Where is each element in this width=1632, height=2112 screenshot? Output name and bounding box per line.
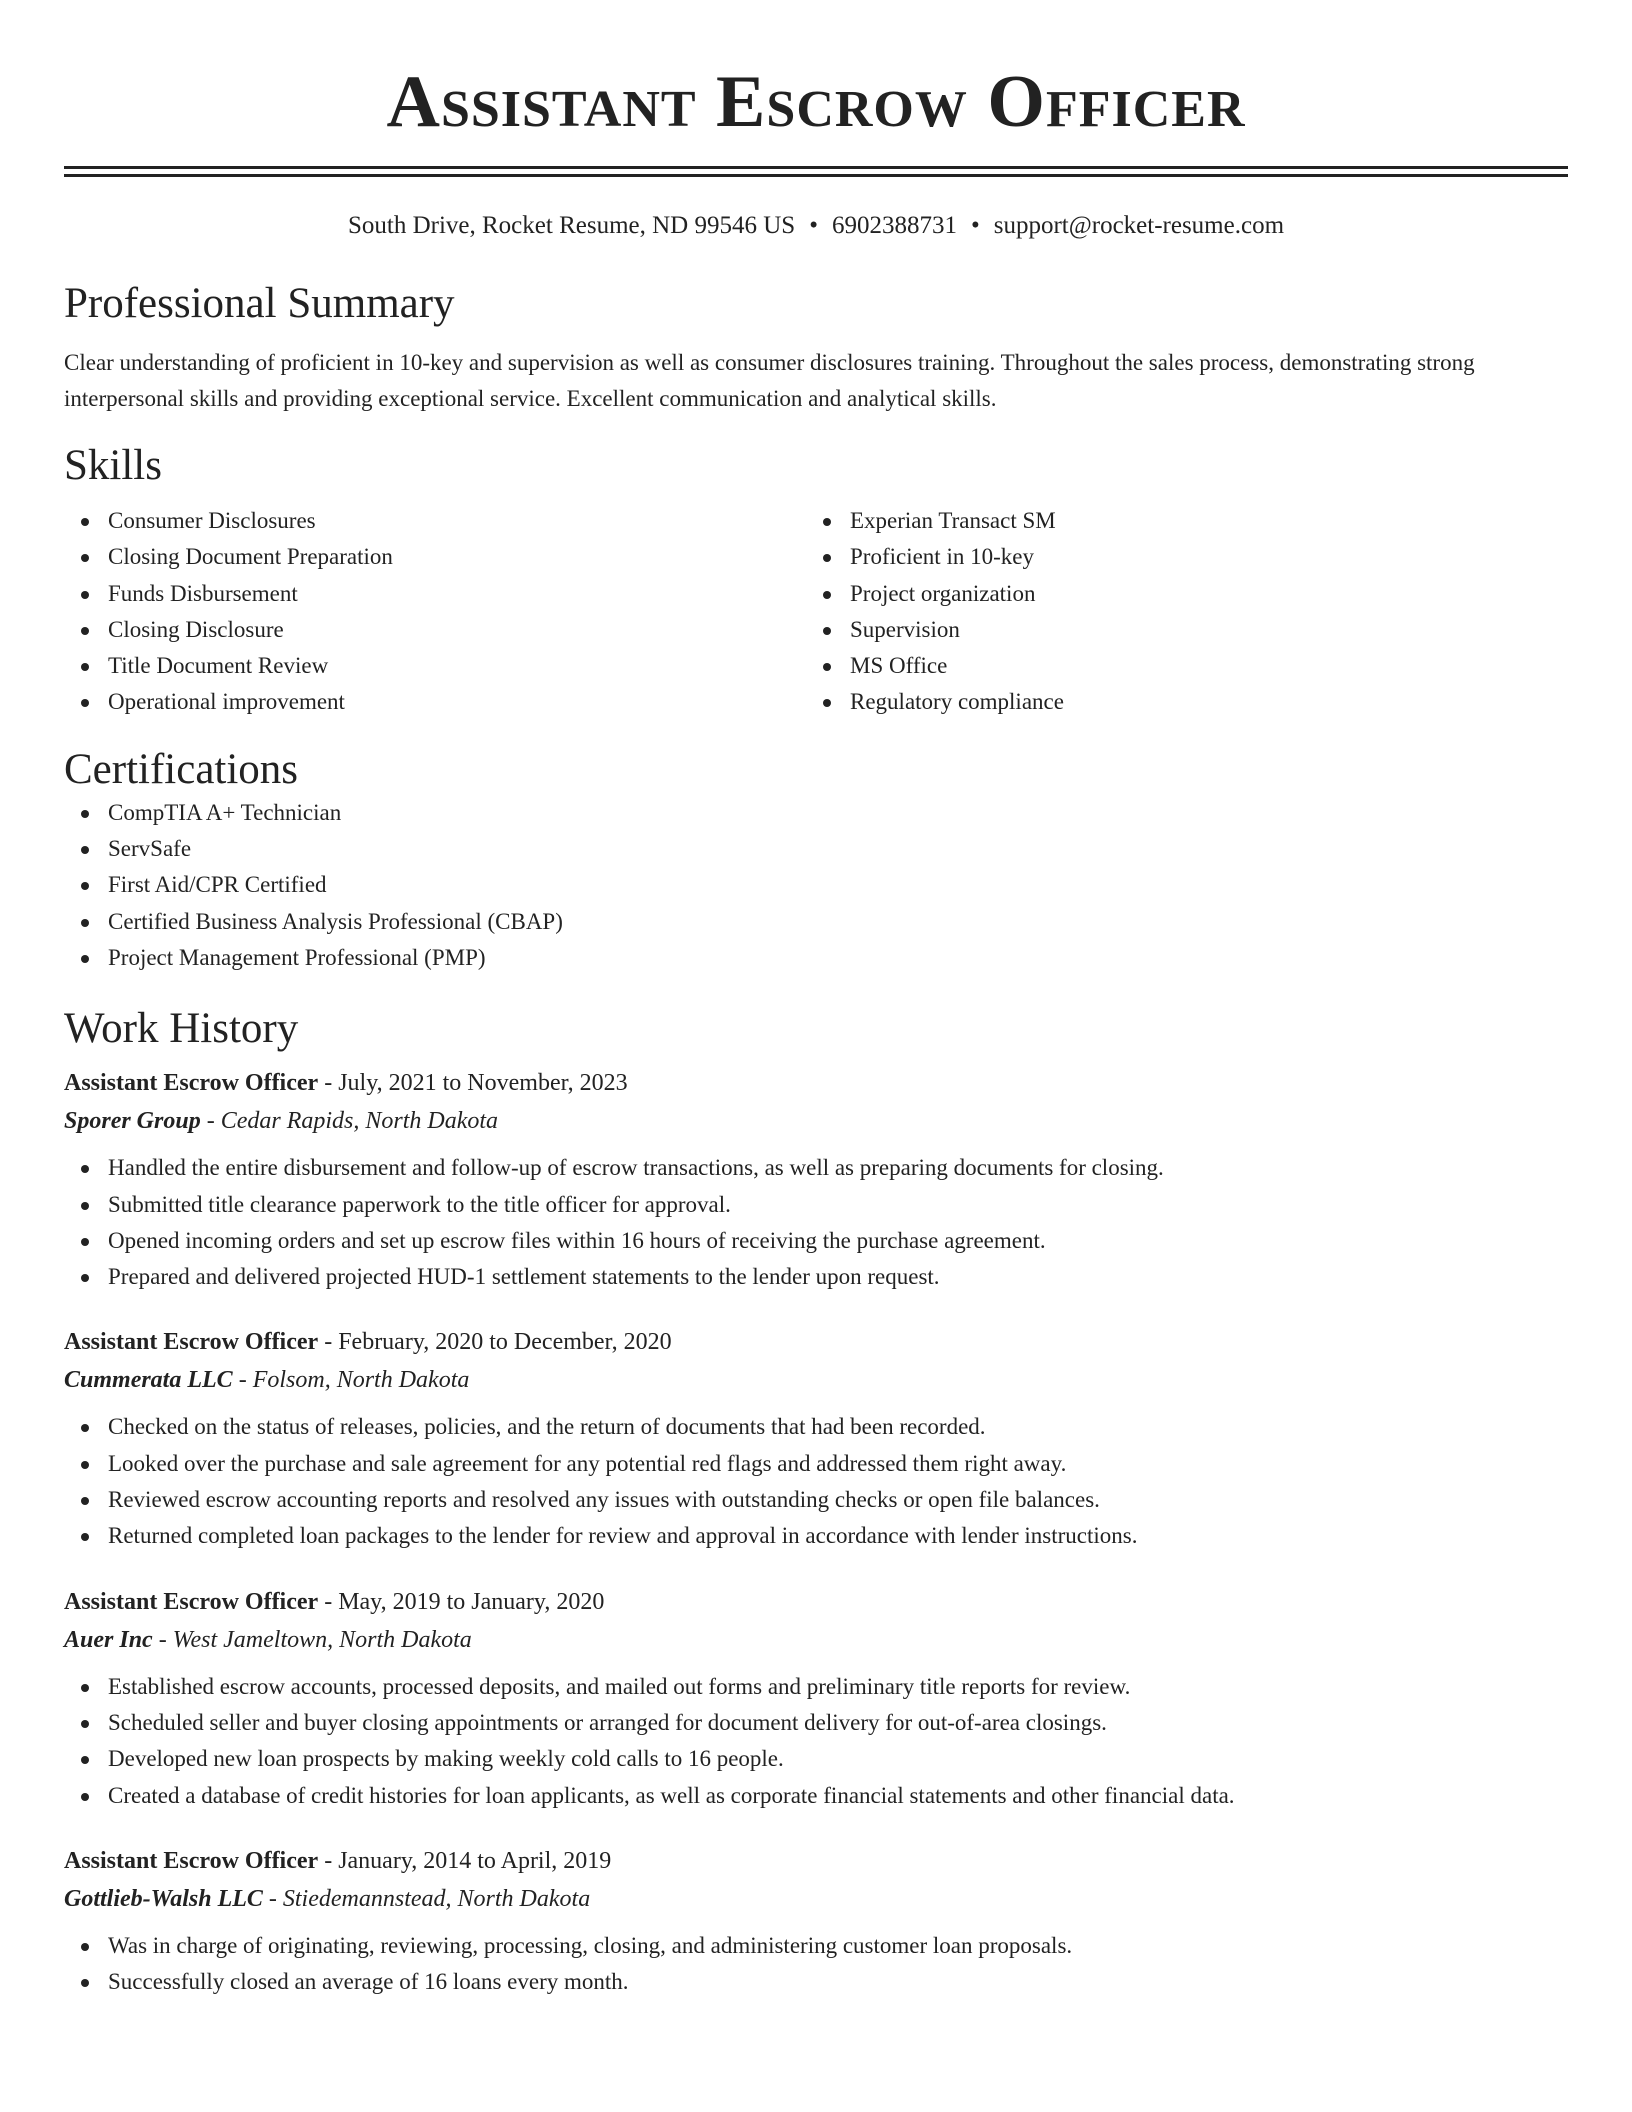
skills-list-right (806, 503, 1548, 721)
skills-grid (64, 503, 1568, 721)
job-company: Cummerata LLC (64, 1367, 233, 1394)
job-entry (64, 1583, 1568, 1814)
job-dash: - (318, 1847, 339, 1874)
skills-heading: Skills (64, 442, 162, 489)
skill-item: Consumer Disclosures (64, 503, 806, 539)
job-location: Folsom, North Dakota (252, 1367, 470, 1394)
skill-item: Supervision (806, 612, 1548, 648)
job-duty-item: Was in charge of originating, reviewing, processing, closing, and administering customer loan proposals. (64, 1928, 1568, 1964)
summary-heading: Professional Summary (64, 280, 455, 327)
job-duties-list (64, 1669, 1568, 1814)
certification-item: CompTIA A+ Technician (64, 795, 1568, 831)
skill-item: Proficient in 10-key (806, 539, 1548, 575)
skill-item: Operational improvement (64, 684, 806, 720)
certifications-list (64, 795, 1568, 976)
skill-item: Experian Transact SM (806, 503, 1548, 539)
contact-separator: • (809, 212, 818, 239)
certification-item: Project Management Professional (PMP) (64, 940, 1568, 976)
job-title: Assistant Escrow Officer (64, 1329, 319, 1356)
job-company: Gottlieb-Walsh LLC (64, 1885, 263, 1912)
skills-column-right (806, 503, 1548, 721)
job-title: Assistant Escrow Officer (64, 1588, 319, 1615)
job-duty-item: Reviewed escrow accounting reports and resolved any issues with outstanding checks or open file balances. (64, 1482, 1568, 1518)
job-company-line (64, 1621, 1568, 1659)
job-dates: February, 2020 to December, 2020 (338, 1329, 672, 1356)
job-dash: - (262, 1885, 283, 1912)
job-duty-item: Established escrow accounts, processed deposits, and mailed out forms and preliminary title reports for review. (64, 1669, 1568, 1705)
contact-email: support@rocket-resume.com (993, 212, 1285, 239)
job-duty-item: Checked on the status of releases, policies, and the return of documents that had been recorded. (64, 1409, 1568, 1445)
job-duty-item: Scheduled seller and buyer closing appointments or arranged for document delivery for out-of-area closings. (64, 1705, 1568, 1741)
title-divider (64, 166, 1568, 177)
job-company: Auer Inc (64, 1626, 153, 1653)
job-location: Stiedemannstead, North Dakota (282, 1885, 591, 1912)
job-duty-item: Created a database of credit histories for loan applicants, as well as corporate financial statements and other financial data. (64, 1778, 1568, 1814)
job-duty-item: Opened incoming orders and set up escrow files within 16 hours of receiving the purchase agreement. (64, 1223, 1568, 1259)
job-duty-item: Returned completed loan packages to the lender for review and approval in accordance with lender instructions. (64, 1518, 1568, 1554)
work-history-heading: Work History (64, 1005, 299, 1053)
job-dash: - (200, 1108, 221, 1135)
job-duties-list (64, 1409, 1568, 1554)
job-dash: - (318, 1070, 339, 1097)
job-entry (64, 1842, 1568, 2001)
job-company: Sporer Group (64, 1108, 201, 1135)
job-dash: - (318, 1329, 339, 1356)
job-duty-item: Looked over the purchase and sale agreement for any potential red flags and addressed them right away. (64, 1446, 1568, 1482)
skill-item: Project organization (806, 576, 1548, 612)
job-dates: January, 2014 to April, 2019 (338, 1847, 612, 1874)
contact-address: South Drive, Rocket Resume, ND 99546 US (347, 212, 796, 239)
job-title-line (64, 1064, 1568, 1102)
job-dash: - (232, 1367, 253, 1394)
job-dates: July, 2021 to November, 2023 (338, 1070, 628, 1097)
job-duty-item: Submitted title clearance paperwork to the title officer for approval. (64, 1187, 1568, 1223)
job-entry (64, 1064, 1568, 1295)
job-dash: - (152, 1626, 173, 1653)
contact-phone: 6902388731 (831, 212, 957, 239)
job-location: Cedar Rapids, North Dakota (220, 1108, 499, 1135)
skill-item: Regulatory compliance (806, 684, 1548, 720)
summary-text: Clear understanding of proficient in 10-key and supervision as well as consumer disclosures training. Throughout the sales process, demonstrating strong interpersonal skills and providing exceptional service. Excellent communication and analytical skills. (64, 350, 1475, 411)
certification-item: ServSafe (64, 831, 1568, 867)
skill-item: Closing Document Preparation (64, 539, 806, 575)
job-title-line (64, 1583, 1568, 1621)
skill-item: Funds Disbursement (64, 576, 806, 612)
job-company-line (64, 1880, 1568, 1918)
skill-item: MS Office (806, 648, 1548, 684)
contact-separator: • (970, 212, 980, 239)
skills-list-left (64, 503, 806, 721)
job-title-line (64, 1323, 1568, 1361)
contact-line (64, 211, 1568, 241)
job-title-line (64, 1842, 1568, 1880)
job-dates: May, 2019 to January, 2020 (338, 1588, 605, 1615)
job-duties-list (64, 1928, 1568, 2001)
job-duty-item: Developed new loan prospects by making weekly cold calls to 16 people. (64, 1741, 1568, 1777)
job-duty-item: Successfully closed an average of 16 loans every month. (64, 1964, 1568, 2000)
job-entry (64, 1323, 1568, 1554)
job-dash: - (318, 1588, 339, 1615)
job-duty-item: Prepared and delivered projected HUD-1 settlement statements to the lender upon request. (64, 1259, 1568, 1295)
job-company-line (64, 1361, 1568, 1399)
job-location: West Jameltown, North Dakota (172, 1626, 472, 1653)
job-company-line (64, 1102, 1568, 1140)
job-title: Assistant Escrow Officer (64, 1070, 319, 1097)
certification-item: First Aid/CPR Certified (64, 867, 1568, 903)
resume-title: Assistant Escrow Officer (386, 61, 1246, 143)
skill-item: Closing Disclosure (64, 612, 806, 648)
job-title: Assistant Escrow Officer (64, 1847, 319, 1874)
job-duties-list (64, 1150, 1568, 1295)
certification-item: Certified Business Analysis Professional (CBAP) (64, 904, 1568, 940)
job-duty-item: Handled the entire disbursement and follow-up of escrow transactions, as well as preparing documents for closing. (64, 1150, 1568, 1186)
skill-item: Title Document Review (64, 648, 806, 684)
skills-column-left (64, 503, 806, 721)
certifications-heading: Certifications (64, 745, 299, 793)
